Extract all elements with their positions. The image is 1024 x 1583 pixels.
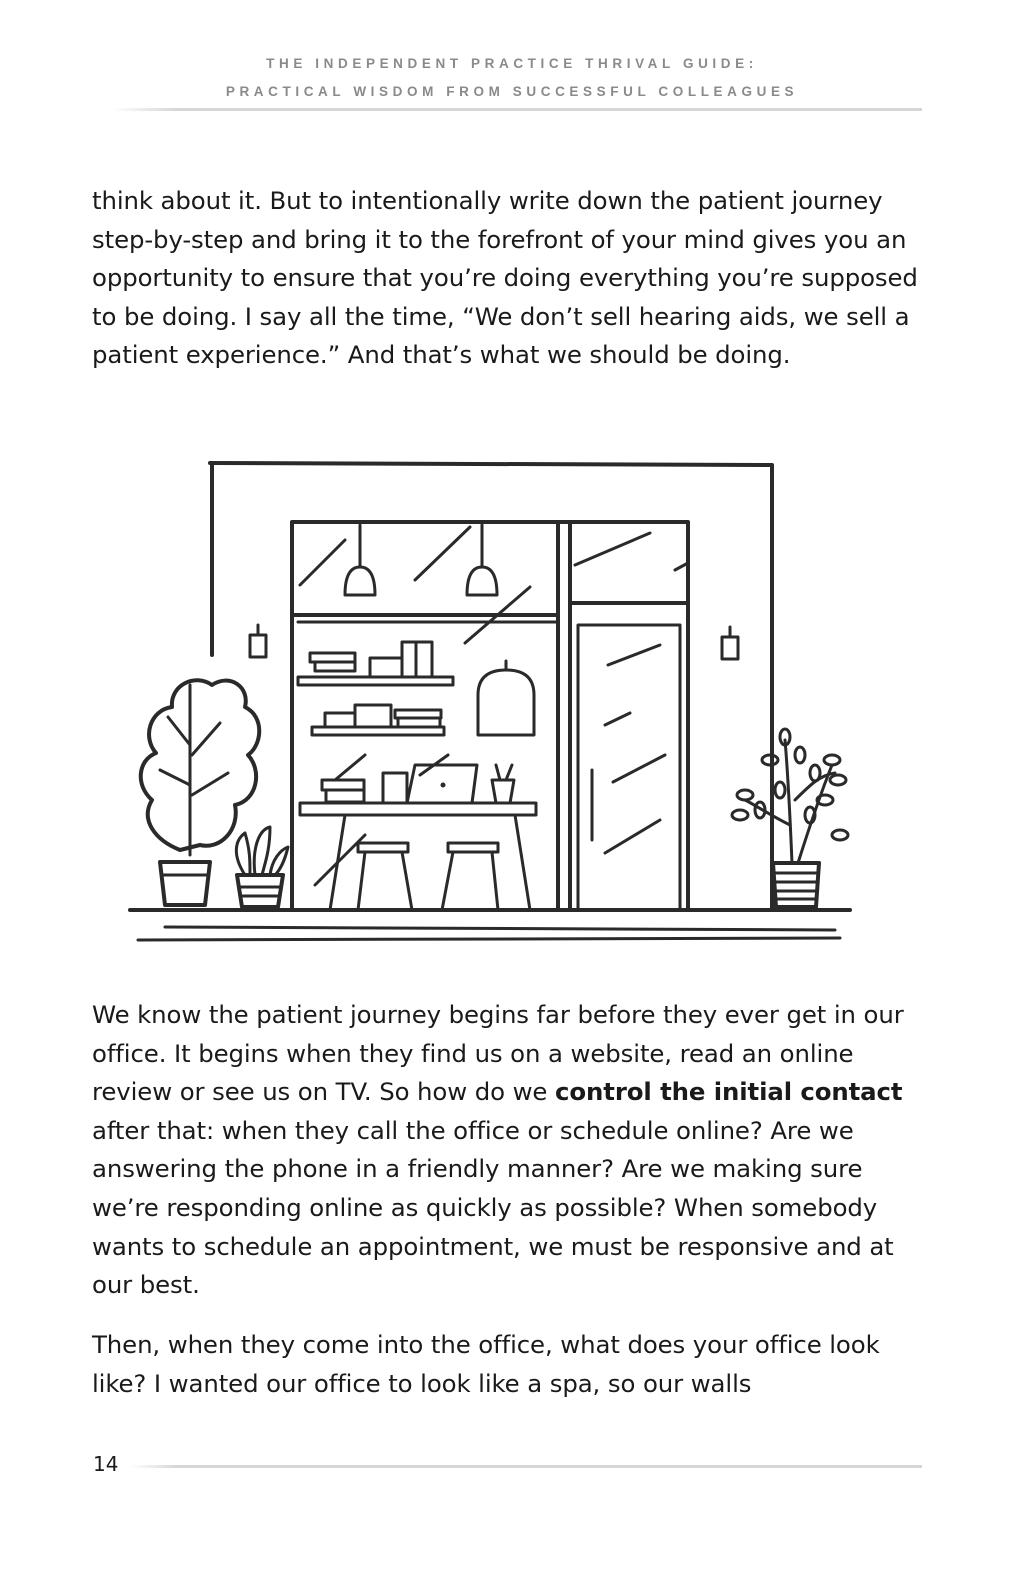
body-paragraph-2 <box>92 996 922 1305</box>
paragraph-2-bold-phrase: control the initial contact <box>555 1077 903 1107</box>
storefront-illustration <box>120 455 860 950</box>
header-title-line-2: PRACTICAL WISDOM FROM SUCCESSFUL COLLEAGUES <box>225 84 799 99</box>
footer-divider <box>130 1465 922 1468</box>
paragraph-2-text-start: We know the patient journey begins far before they ever get in our office. It begins when they find us on a website, read an online review or see us on TV. So how do we <box>92 1000 904 1107</box>
page-number: 14 <box>93 1452 119 1476</box>
header-divider <box>112 108 922 111</box>
paragraph-2-text-end: after that: when they call the office or schedule online? Are we answering the phone in a friendly manner? Are we making sure we’re responding online as quickly as possible? When somebody wants to schedule an appointment, we must be responsive and at our best. <box>92 1115 894 1300</box>
running-header <box>0 50 1024 106</box>
body-paragraph-3: Then, when they come into the office, what does your office look like? I wanted our office to look like a spa, so our walls <box>92 1330 880 1398</box>
header-title-line-1: THE INDEPENDENT PRACTICE THRIVAL GUIDE: <box>266 56 758 71</box>
body-paragraph-1: think about it. But to intentionally write down the patient journey step-by-step and bring it to the forefront of your mind gives you an opportunity to ensure that you’re doing everything you’re supposed to be doing. I say all the time, “We don’t sell hearing aids, we sell a patient experience.” And that’s what we should be doing. <box>92 186 918 370</box>
